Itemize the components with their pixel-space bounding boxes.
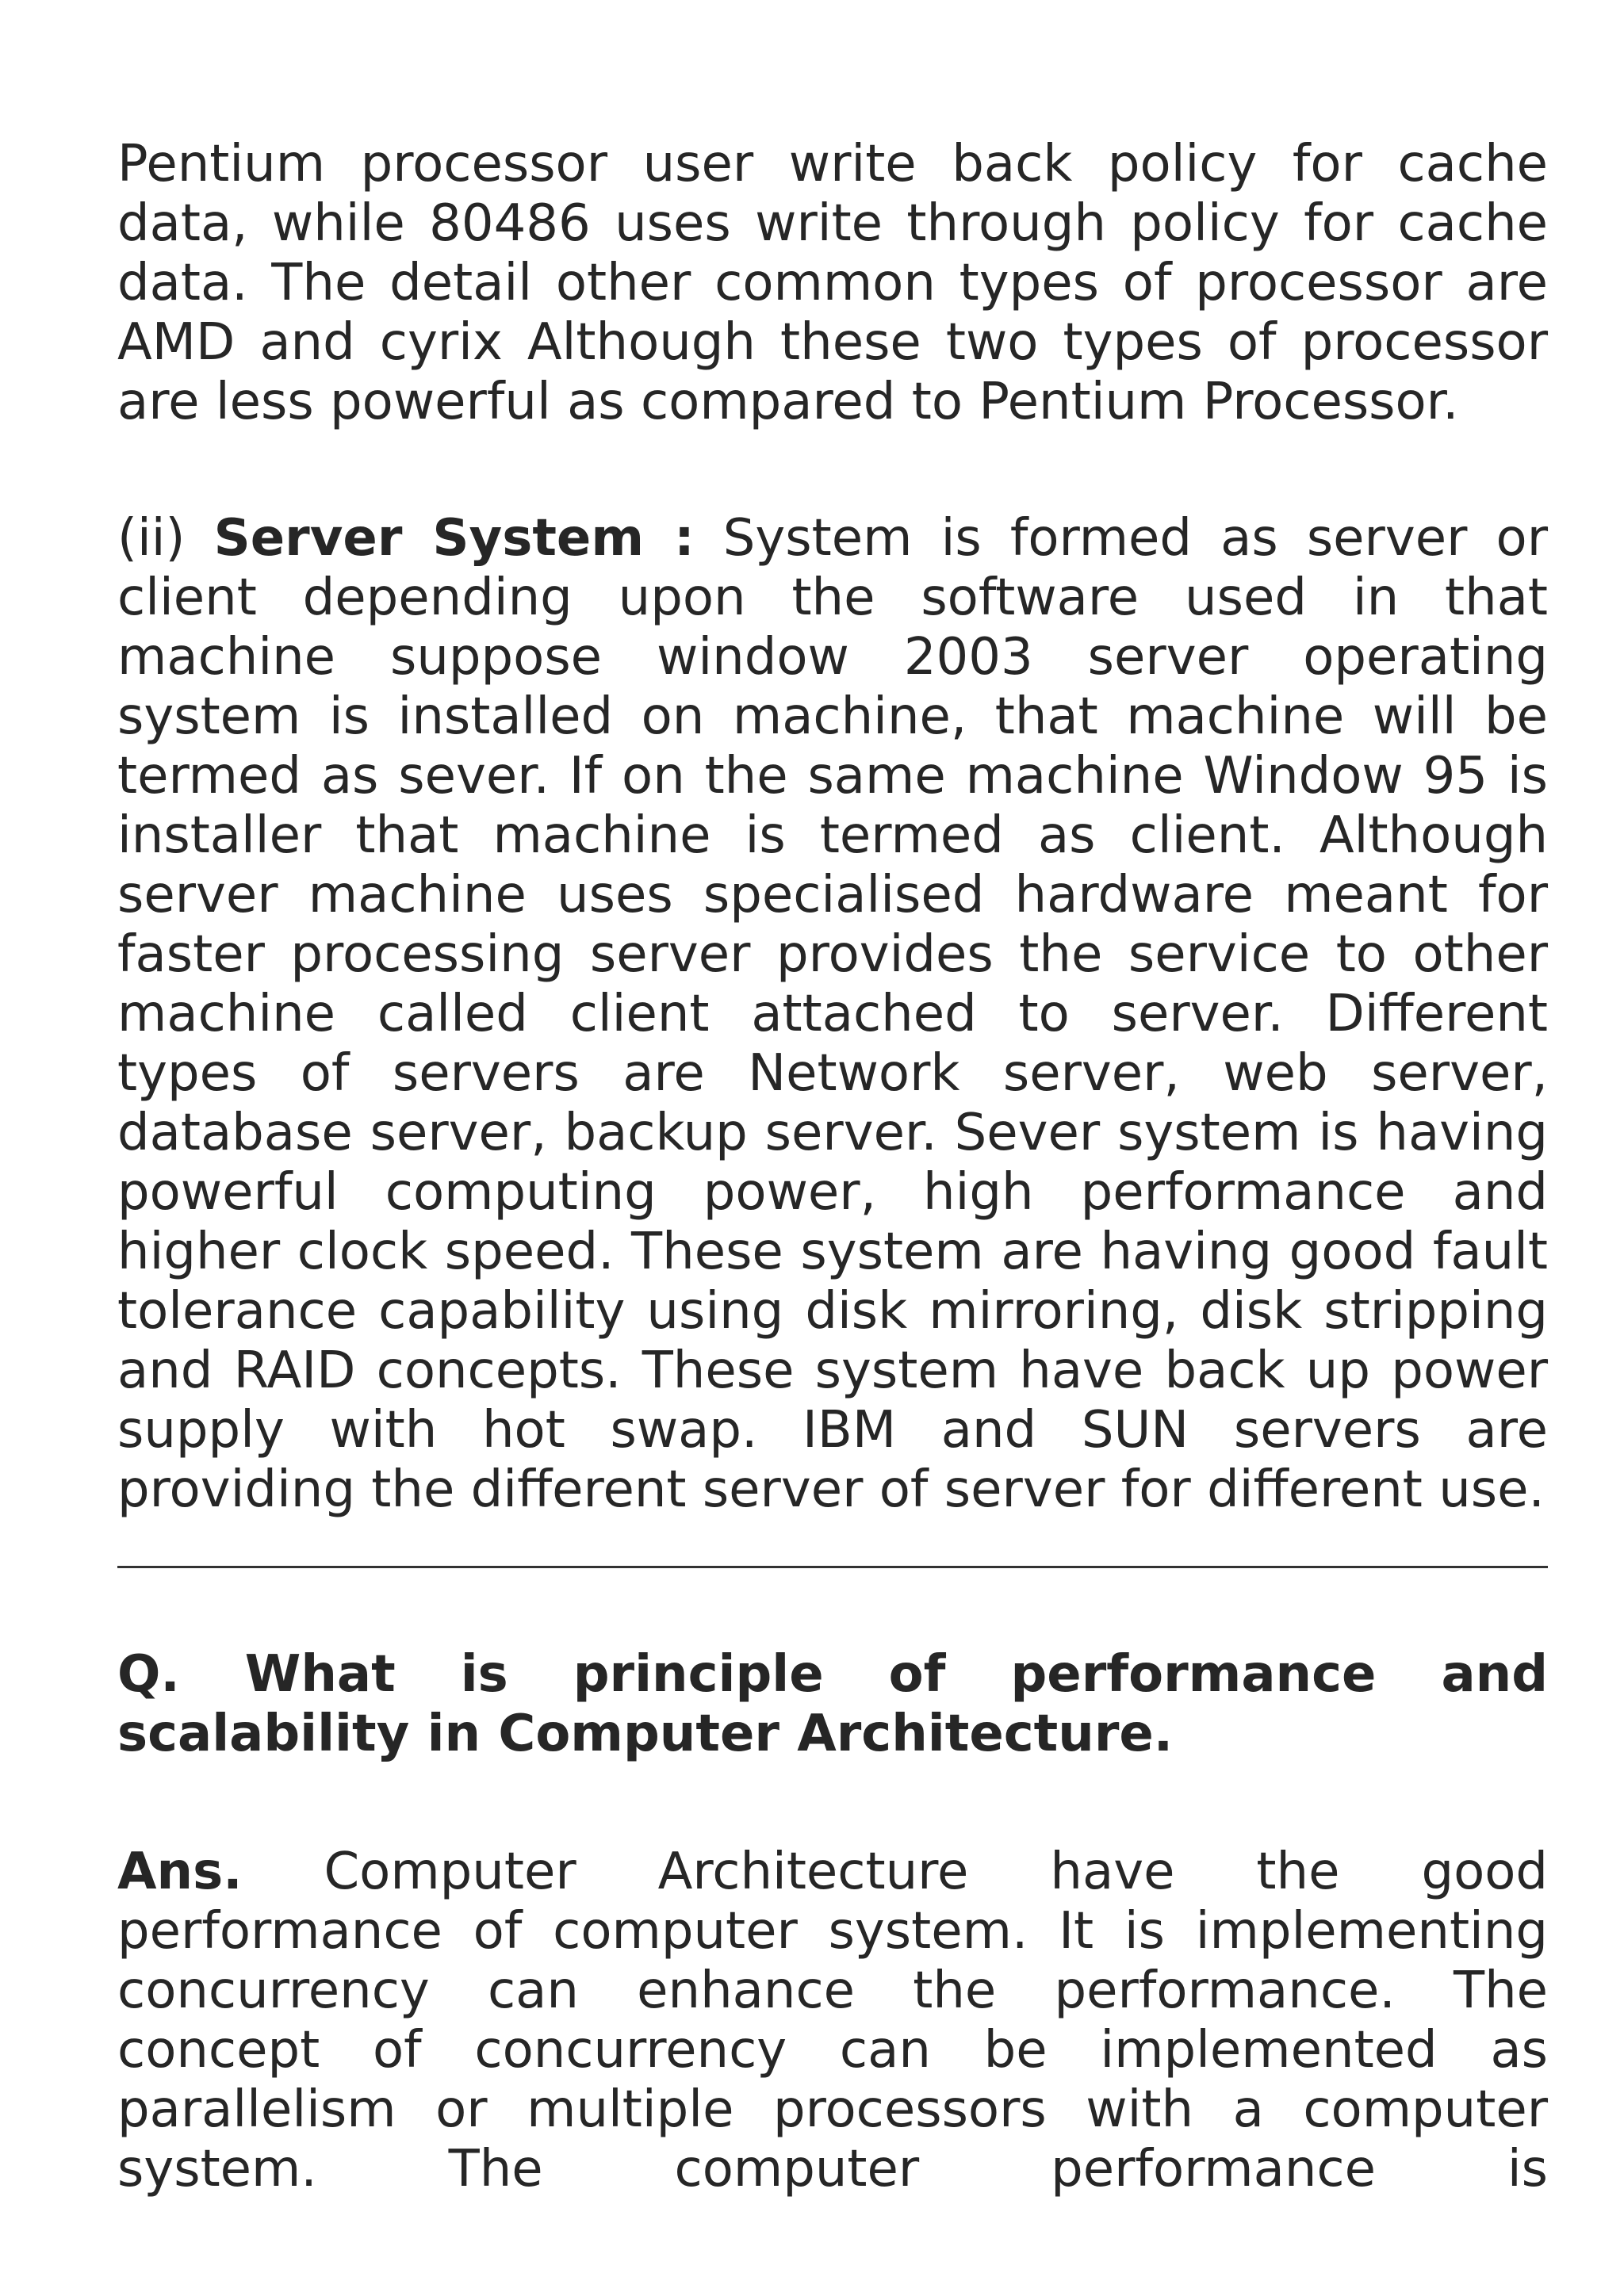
- answer-body: Computer Architecture have the good performance of computer system. It is implementing concurrency can enhance the performance. The concept of concurrency can be implemented as parallelism or multiple processors with a computer system. The computer performance is: [117, 1843, 1548, 2198]
- question-heading: Q. What is principle of performance and scalability in Computer Architecture.: [117, 1645, 1548, 1763]
- section-heading-server-system: Server System :: [213, 509, 695, 568]
- document-page: [117, 135, 1548, 2199]
- server-system-body: System is formed as server or client depending upon the software used in that machine suppose window 2003 server operating system is installed on machine, that machine will be termed as sever. If on the same machine Window 95 is installer that machine is termed as client. Although server machine uses specialised hardware meant for faster processing server provides the service to other machine called client attached to server. Different types of servers are Network server, web server, database server, backup server. Sever system is having powerful computing power, high performance and higher clock speed. These system are having good fault tolerance capability using disk mirroring, disk stripping and RAID concepts. These system have back up power supply with hot swap. IBM and SUN servers are providing the different server of server for different use.: [117, 509, 1549, 1519]
- horizontal-divider: [117, 1566, 1548, 1568]
- answer-label: Ans.: [117, 1843, 243, 1901]
- paragraph-pentium-cache: Pentium processor user write back policy for cache data, while 80486 uses write through policy for cache data. The detail other common types of processor are AMD and cyrix Although these two types of processor are less powerful as compared to Pentium Processor.: [117, 135, 1548, 431]
- list-marker: (ii): [117, 509, 214, 568]
- paragraph-server-system: [117, 509, 1548, 1520]
- answer-paragraph: [117, 1843, 1548, 2199]
